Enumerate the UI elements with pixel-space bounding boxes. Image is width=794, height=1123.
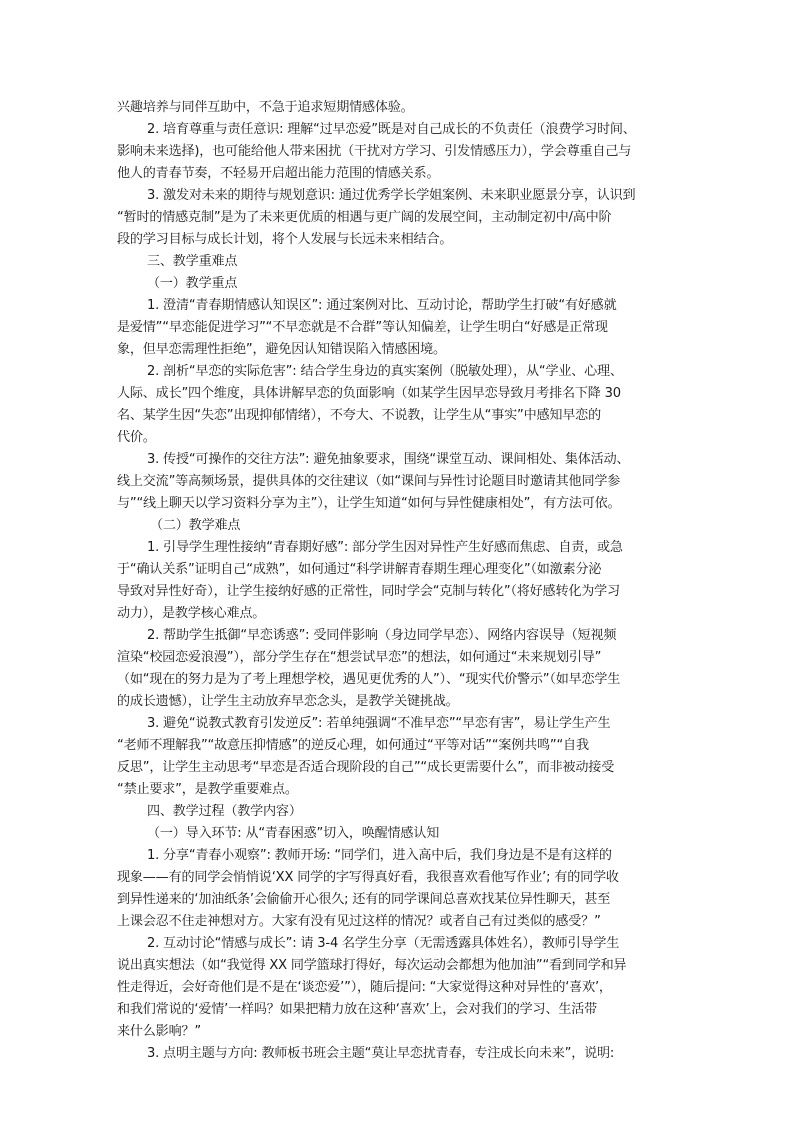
text-line: （一）教学重点 xyxy=(147,276,238,291)
text-line: 动力），是教学核心难点。 xyxy=(117,606,266,621)
text-line: 线上交流”等高频场景，提供具体的交往建议（如“课间与异性讨论题目时邀请其他同学参 xyxy=(117,474,621,489)
text-line: 来什么影响？” xyxy=(117,1024,201,1039)
text-line: “禁止要求”，是教学重要难点。 xyxy=(117,782,298,797)
text-line: 影响未来选择)，也可能给他人带来困扰（干扰对方学习、引发情感压力），学会尊重自己与 xyxy=(117,144,632,159)
text-line: 反思”，让学生主动思考“早恋是否适合现阶段的自己”“成长更需要什么”，而非被动接受 xyxy=(117,760,615,775)
text-line: 3. 避免“说教式教育引发逆反”: 若单纯强调“不准早恋”“早恋有害”，易让学生产生 xyxy=(147,716,611,731)
text-line: 段的学习目标与成长计划，将个人发展与长远未来相结合。 xyxy=(117,232,453,247)
text-line: （二）教学难点 xyxy=(150,518,241,533)
text-line: 他人的青春节奏，不轻易开启超出能力范围的情感关系。 xyxy=(117,166,440,181)
text-line: 3. 点明主题与方向: 教师板书班会主题“莫让早恋扰青春，专注成长向未来”，说明: xyxy=(147,1046,615,1061)
text-line: 四、教学过程（教学内容） xyxy=(147,804,302,819)
text-line: 象，但早恋需理性拒绝”，避免因认知错误陷入情感困境。 xyxy=(117,342,446,357)
text-line: “暂时的情感克制”是为了未来更优质的相遇与更广阔的发展空间，主动制定初中/高中阶 xyxy=(117,210,612,225)
text-line: 现象——有的同学会悄悄说‘XX 同学的字写得真好看，我很喜欢看他写作业’; 有的同学收 xyxy=(117,870,619,885)
text-line: 导致对异性好奇），让学生接纳好感的正常性，同时学会“克制与转化”（将好感转化为学习 xyxy=(117,584,620,599)
text-line: 名、某学生因“失恋”出现抑郁情绪），不夸大、不说教，让学生从“事实”中感知早恋的 xyxy=(117,408,601,423)
text-line: 代价。 xyxy=(117,430,156,445)
text-line: 2. 剖析“早恋的实际危害”: 结合学生身边的真实案例（脱敏处理），从“学业、心理、 xyxy=(147,364,623,379)
text-line: （如“现在的努力是为了考上理想学校，遇见更优秀的人”）、“现实代价警示”（如早恋学生 xyxy=(117,672,621,687)
text-line: 人际、成长”四个维度，具体讲解早恋的负面影响（如某学生因早恋导致月考排名下降 30 xyxy=(117,386,621,401)
document-page xyxy=(117,97,679,1065)
text-line: 1. 引导学生理性接纳“青春期好感”: 部分学生因对异性产生好感而焦虑、自责，或急 xyxy=(147,540,623,555)
text-line: 性走得近，会好奇他们是不是在‘谈恋爱’”），随后提问: “大家觉得这种对异性的‘喜欢’， xyxy=(117,980,612,995)
text-line: 说出真实想法（如“我觉得 XX 同学篮球打得好，每次运动会都想为他加油”“看到同学和异 xyxy=(117,958,627,973)
text-line: “老师不理解我”“故意压抑情感”的逆反心理，如何通过“平等对话”“案例共鸣”“自我 xyxy=(117,738,589,753)
text-line: 2. 培育尊重与责任意识: 理解“过早恋爱”既是对自己成长的不负责任（浪费学习时间、 xyxy=(147,122,636,137)
text-line: 于“确认关系”证明自己“成熟”，如何通过“科学讲解青春期生理心理变化”（如激素分泌 xyxy=(117,562,602,577)
text-line: 上课会忍不住走神想对方。大家有没有见过这样的情况？或者自己有过类似的感受？” xyxy=(117,914,601,929)
text-line: 兴趣培养与同伴互助中，不急于追求短期情感体验。 xyxy=(117,100,414,115)
text-line: 3. 激发对未来的期待与规划意识: 通过优秀学长学姐案例、未来职业愿景分享，认识到 xyxy=(147,188,636,203)
text-line: 2. 帮助学生抵御“早恋诱惑”: 受同伴影响（身边同学早恋）、网络内容误导（短视频 xyxy=(147,628,617,643)
text-line: 的成长遗憾），让学生主动放弃早恋念头，是教学关键挑战。 xyxy=(117,694,459,709)
text-line: 是爱情”“早恋能促进学习”“不早恋就是不合群”等认知偏差，让学生明白“好感是正常现 xyxy=(117,320,608,335)
text-line: 到异性递来的‘加油纸条’会偷偷开心很久; 还有的同学课间总喜欢找某位异性聊天，甚至 xyxy=(117,892,611,907)
text-line: 和我们常说的‘爱情’一样吗？如果把精力放在这种‘喜欢’上，会对我们的学习、生活带 xyxy=(117,1002,598,1017)
text-line: 1. 澄清“青春期情感认知误区”: 通过案例对比、互动讨论，帮助学生打破“有好感就 xyxy=(147,298,617,313)
text-line: （一）导入环节: 从“青春困惑”切入，唤醒情感认知 xyxy=(147,826,440,841)
text-line: 3. 传授“可操作的交往方法”: 避免抽象要求，围绕“课堂互动、课间相处、集体活动、 xyxy=(147,452,630,467)
text-line: 1. 分享“青春小观察”: 教师开场: “同学们，进入高中后，我们身边是不是有这样的 xyxy=(147,848,612,863)
text-line: 渲染“校园恋爱浪漫”），部分学生存在“想尝试早恋”的想法，如何通过“未来规划引导” xyxy=(117,650,602,665)
text-line: 与”“线上聊天以学习资料分享为主”），让学生知道“如何与异性健康相处”，有方法可依。 xyxy=(117,496,621,511)
text-line: 三、教学重难点 xyxy=(147,254,238,269)
text-line: 2. 互动讨论“情感与成长”: 请 3-4 名学生分享（无需透露具体姓名），教师引导学生 xyxy=(147,936,620,951)
